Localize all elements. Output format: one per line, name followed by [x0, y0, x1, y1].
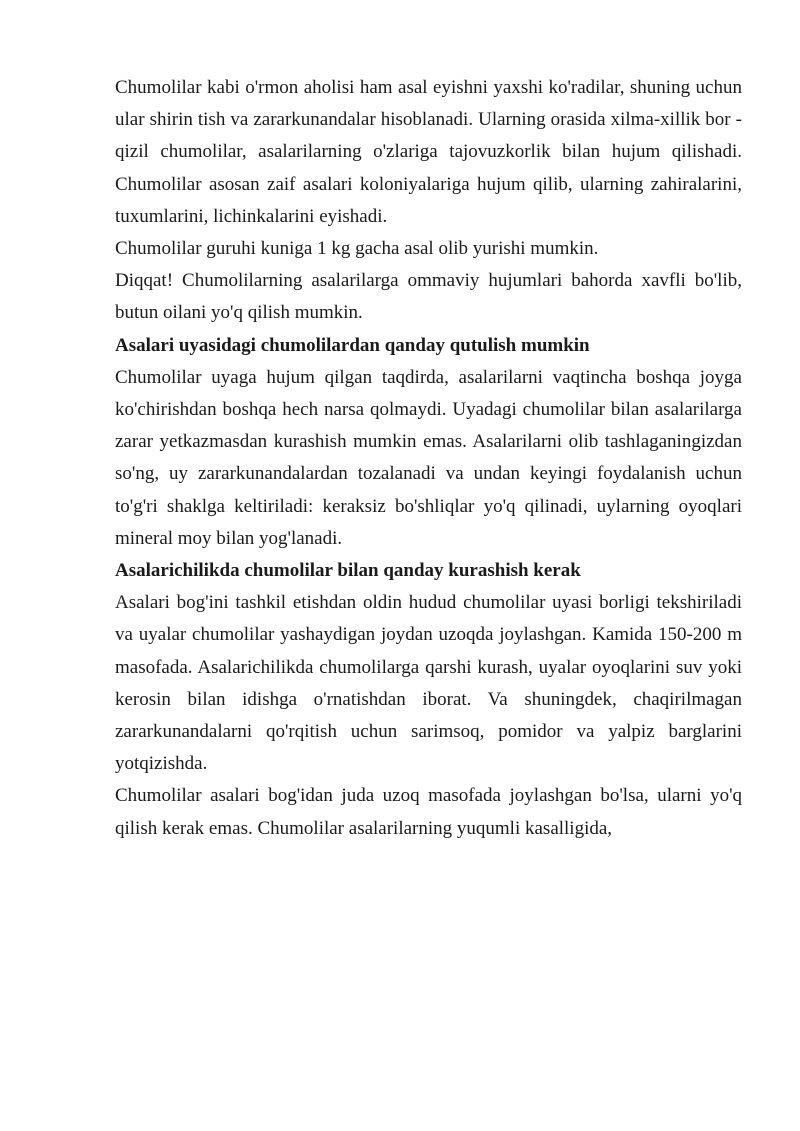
paragraph-honey-amount: Chumolilar guruhi kuniga 1 kg gacha asal olib yurishi mumkin. [115, 238, 599, 260]
document-page [115, 72, 742, 845]
paragraph-intro: Chumolilar kabi o'rmon aholisi ham asal eyishni yaxshi ko'radilar, shuning uchun ular shirin tish va zararkunandalar hisoblanadi. Ularning orasida xilma-xillik bor - qizil chumolilar, asalarilarning o'zlariga tajovuzkorlik bilan hujum qilishadi. Chumolilar asosan zaif asalari koloniyalariga hujum qilib, ularning zahiralarini, tuxumlarini, lichinkalarini eyishadi. [115, 77, 742, 227]
paragraph-hive-treatment: Chumolilar uyaga hujum qilgan taqdirda, asalarilarni vaqtincha boshqa joyga ko'chirishdan boshqa hech narsa qolmaydi. Uyadagi chumolilar bilan asalarilarga zarar yetkazmasdan kurashish mumkin emas. Asalarilarni olib tashlaganingizdan so'ng, uy zararkunandalardan tozalanadi va undan keyingi foydalanish uchun to'g'ri shaklga keltiriladi: keraksiz bo'shliqlar yo'q qilinadi, uylarning oyoqlari mineral moy bilan yog'lanadi. [115, 366, 742, 549]
paragraph-apiary-prevention: Asalari bog'ini tashkil etishdan oldin hudud chumolilar uyasi borligi tekshiriladi va uyalar chumolilar yashaydigan joydan uzoqda joylashgan. Kamida 150-200 m masofada. Asalarichilikda chumolilarga qarshi kurash, uyalar oyoqlarini suv yoki kerosin bilan idishga o'rnatishdan iborat. Va shuningdek, chaqirilmagan zararkunandalarni qo'rqitish uchun sarimsoq, pomidor va yalpiz barglarini yotqizishda. [115, 592, 742, 775]
paragraph-warning: Diqqat! Chumolilarning asalarilarga ommaviy hujumlari bahorda xavfli bo'lib, butun oilani yo'q qilish mumkin. [115, 270, 742, 324]
section-heading-hive-ants: Asalari uyasidagi chumolilardan qanday qutulish mumkin [115, 334, 590, 356]
section-heading-apiary-ants: Asalarichilikda chumolilar bilan qanday kurashish kerak [115, 560, 581, 582]
paragraph-distance: Chumolilar asalari bog'idan juda uzoq masofada joylashgan bo'lsa, ularni yo'q qilish kerak emas. Chumolilar asalarilarning yuqumli kasalligida, [115, 785, 742, 839]
